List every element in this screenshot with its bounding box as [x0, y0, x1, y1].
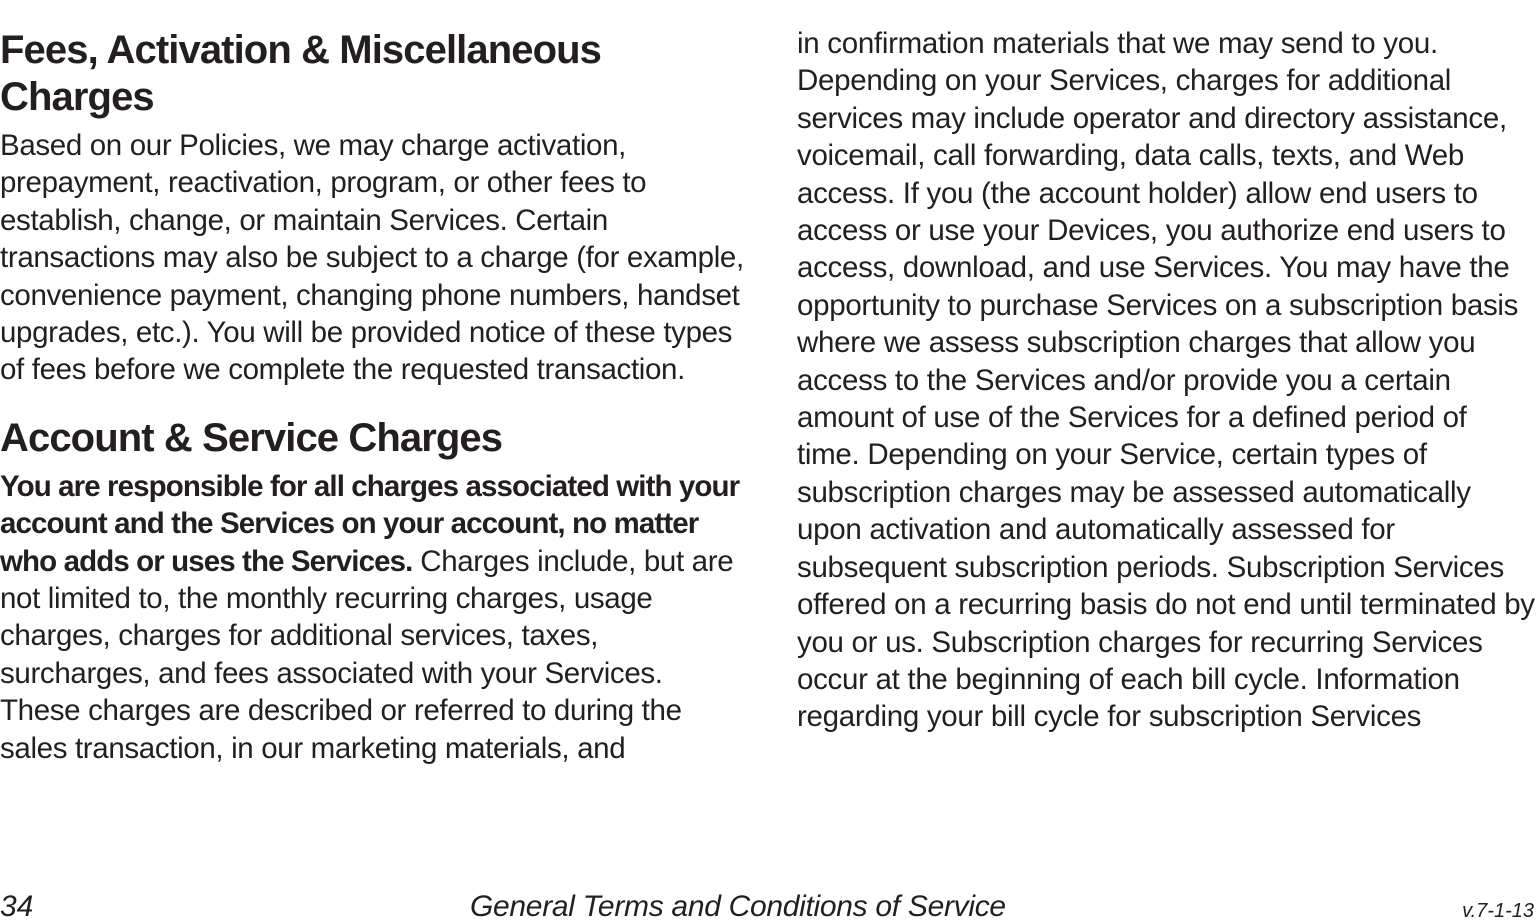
page-footer [0, 890, 1536, 923]
section-heading-fees: Fees, Activation & Miscellaneous Charges [0, 28, 602, 119]
right-column [797, 0, 1536, 736]
body-continuation: Charges include, but are not limited to, the monthly recurring charges, usage charges, charges for additional services, taxes, surcharges, and fees associated with your Services. These charges are described or referred to during the sales transaction, in our marketing materials, and [0, 544, 734, 765]
bold-lead-sentence: You are responsible for all charges associated with your account and the Services on your account, no matter who adds or uses the Services. [0, 469, 740, 578]
section-body-account-charges [0, 468, 750, 767]
left-column [0, 0, 750, 767]
footer-title: General Terms and Conditions of Service [470, 890, 1006, 923]
right-column-body: in confirmation materials that we may send to you. Depending on your Services, charges for additional services may include operator and directory assistance, voicemail, call forwarding, data calls, texts, and Web access. If you (the account holder) allow end users to access or use your Devices, you authorize end users to access, download, and use Services. You may have the opportunity to purchase Services on a subscription basis where we assess subscription charges that allow you access to the Services and/or provide you a certain amount of use of the Services for a defined period of time. Depending on your Service, certain types of subscription charges may be assessed automatically upon activation and automatically assessed for subsequent subscription periods. Subscription Services offered on a recurring basis do not end until terminated by you or us. Subscription charges for recurring Services occur at the beginning of each bill cycle. Information regarding your bill cycle for subscription Services [797, 27, 1535, 734]
page-number: 34 [0, 890, 34, 923]
version-label: v.7-1-13 [1462, 900, 1534, 922]
section-body-fees: Based on our Policies, we may charge activation, prepayment, reactivation, program, or other fees to establish, change, or maintain Services. Certain transactions may also be subject to a charge (for example, convenience payment, changing phone numbers, handset upgrades, etc.). You will be provided notice of these types of fees before we complete the requested transaction. [0, 129, 744, 387]
section-heading-account-charges: Account & Service Charges [0, 415, 503, 460]
